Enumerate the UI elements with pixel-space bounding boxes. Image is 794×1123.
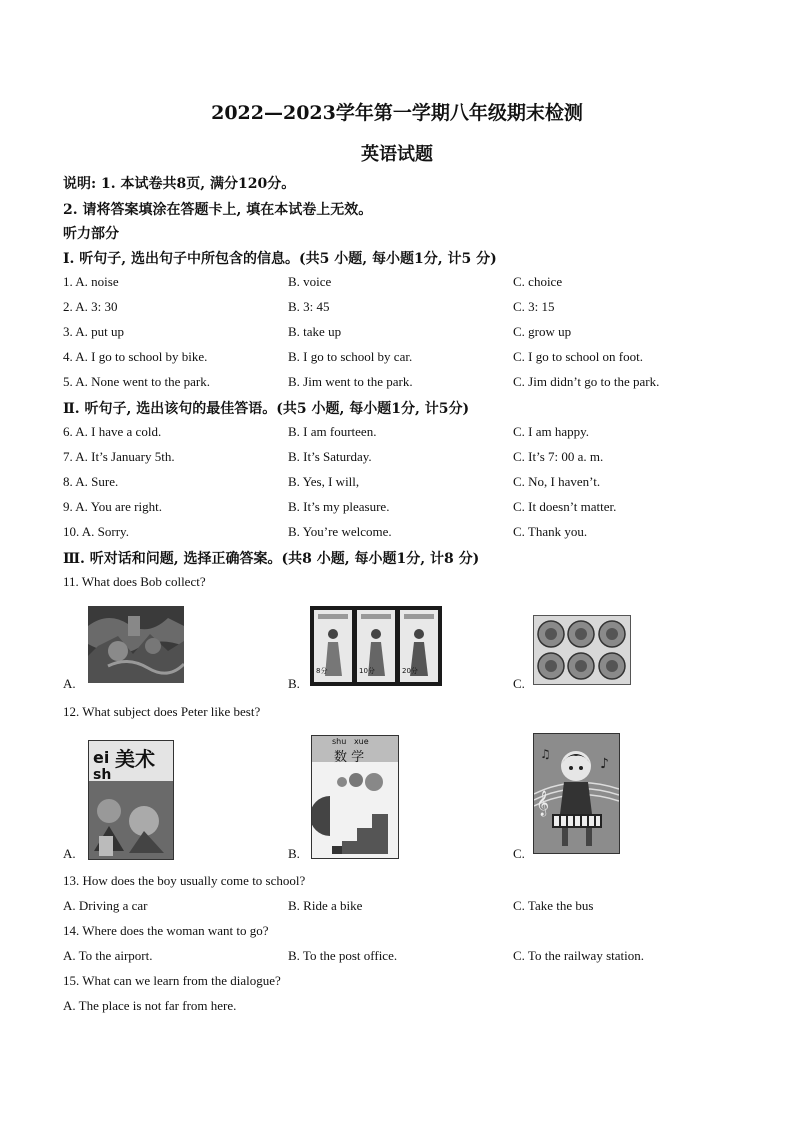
option-b: B. I go to school by car.: [288, 349, 413, 364]
option-a: 10. A. Sorry.: [63, 524, 129, 539]
option-a: 1. A. noise: [63, 274, 119, 289]
option-b: B. voice: [288, 274, 332, 289]
option-b: B. I am fourteen.: [288, 424, 377, 439]
option-b: B. Ride a bike: [288, 898, 363, 913]
option-c: C. grow up: [513, 324, 572, 339]
option-c: C. Take the bus: [513, 898, 594, 913]
option-b: B. take up: [288, 324, 342, 339]
svg-text:ei: ei: [93, 748, 110, 767]
art-book-title: 美术: [115, 747, 155, 771]
option-c: C. Jim didn’t go to the park.: [513, 374, 660, 389]
option-c: C. Thank you.: [513, 524, 588, 539]
part1-item-3: [0, 324, 794, 342]
option-c: C. To the railway station.: [513, 948, 644, 963]
option-a: A. Driving a car: [63, 898, 148, 913]
part1-item-2: [0, 299, 794, 317]
part1-item-1: [0, 274, 794, 292]
part1-item-4: [0, 349, 794, 367]
option-a: 8. A. Sure.: [63, 474, 119, 489]
option-c: C. No, I haven’t.: [513, 474, 601, 489]
option-c: C. It doesn’t matter.: [513, 499, 617, 514]
exam-subtitle: 英语试题: [361, 144, 433, 165]
option-b: B. It’s Saturday.: [288, 449, 372, 464]
math-book-picture: [311, 735, 399, 859]
option-a: 3. A. put up: [63, 324, 125, 339]
instruction-line-1: 说明: 1. 本试卷共8页, 满分120分。: [63, 176, 296, 192]
stamp-value-2: 10分: [359, 667, 375, 675]
math-book-pinyin: shu xue: [332, 737, 369, 746]
music-picture: [533, 733, 620, 854]
q15-options: [0, 998, 794, 1016]
instruction-line-2: 2. 请将答案填涂在答题卡上, 填在本试卷上无效。: [63, 202, 373, 218]
option-a: 6. A. I have a cold.: [63, 424, 162, 439]
svg-text:𝄞: 𝄞: [536, 791, 550, 816]
option-b: B. Yes, I will,: [288, 474, 360, 489]
option-b: B. You’re welcome.: [288, 524, 392, 539]
svg-text:♫: ♫: [540, 747, 551, 761]
question-15: 15. What can we learn from the dialogue?: [63, 973, 281, 988]
picture-label-c: C.: [513, 676, 525, 691]
option-a: A. The place is not far from here.: [63, 998, 237, 1013]
part2-item-7: [0, 449, 794, 467]
option-c: C. I go to school on foot.: [513, 349, 643, 364]
option-c: C. It’s 7: 00 a. m.: [513, 449, 604, 464]
option-a: 5. A. None went to the park.: [63, 374, 210, 389]
stamp-value-1: 8分: [316, 667, 328, 675]
part2-item-6: [0, 424, 794, 442]
question-12: 12. What subject does Peter like best?: [63, 704, 261, 719]
option-a: 9. A. You are right.: [63, 499, 162, 514]
art-book-picture: [88, 740, 174, 860]
question-14: 14. Where does the woman want to go?: [63, 923, 269, 938]
option-c: C. choice: [513, 274, 563, 289]
part1-item-5: [0, 374, 794, 392]
option-a: 4. A. I go to school by bike.: [63, 349, 208, 364]
part2-item-10: [0, 524, 794, 542]
picture-label-a: A.: [63, 676, 76, 691]
part2-item-9: [0, 499, 794, 517]
listening-section-label: 听力部分: [63, 226, 119, 242]
option-a: 2. A. 3: 30: [63, 299, 118, 314]
option-b: B. Jim went to the park.: [288, 374, 413, 389]
picture-label-a: A.: [63, 846, 76, 861]
painting-picture: [88, 606, 184, 683]
stamp-value-3: 20分: [402, 667, 418, 675]
exam-title: 2022—2023学年第一学期八年级期末检测: [211, 102, 583, 124]
picture-label-c: C.: [513, 846, 525, 861]
option-a: 7. A. It’s January 5th.: [63, 449, 175, 464]
part3-heading: Ⅲ. 听对话和问题, 选择正确答案。(共8 小题, 每小题1分, 计8 分): [63, 551, 480, 567]
part2-item-8: [0, 474, 794, 492]
part2-heading: Ⅱ. 听句子, 选出该句的最佳答语。(共5 小题, 每小题1分, 计5分): [63, 401, 470, 417]
option-b: B. 3: 45: [288, 299, 330, 314]
option-c: C. 3: 15: [513, 299, 555, 314]
picture-label-b: B.: [288, 846, 300, 861]
option-a: A. To the airport.: [63, 948, 153, 963]
stamps-picture: [310, 606, 442, 686]
svg-text:♪: ♪: [600, 756, 609, 772]
question-13: 13. How does the boy usually come to school?: [63, 873, 306, 888]
picture-label-b: B.: [288, 676, 300, 691]
part1-heading: I. 听句子, 选出句子中所包含的信息。(共5 小题, 每小题1分, 计5 分): [63, 251, 497, 267]
option-b: B. To the post office.: [288, 948, 398, 963]
q14-options: [0, 948, 794, 966]
option-b: B. It’s my pleasure.: [288, 499, 390, 514]
question-11: 11. What does Bob collect?: [63, 574, 206, 589]
svg-text:sh: sh: [93, 767, 112, 783]
coins-picture: [533, 615, 631, 685]
q13-options: [0, 898, 794, 916]
option-c: C. I am happy.: [513, 424, 590, 439]
math-book-title: 数 学: [334, 750, 365, 765]
